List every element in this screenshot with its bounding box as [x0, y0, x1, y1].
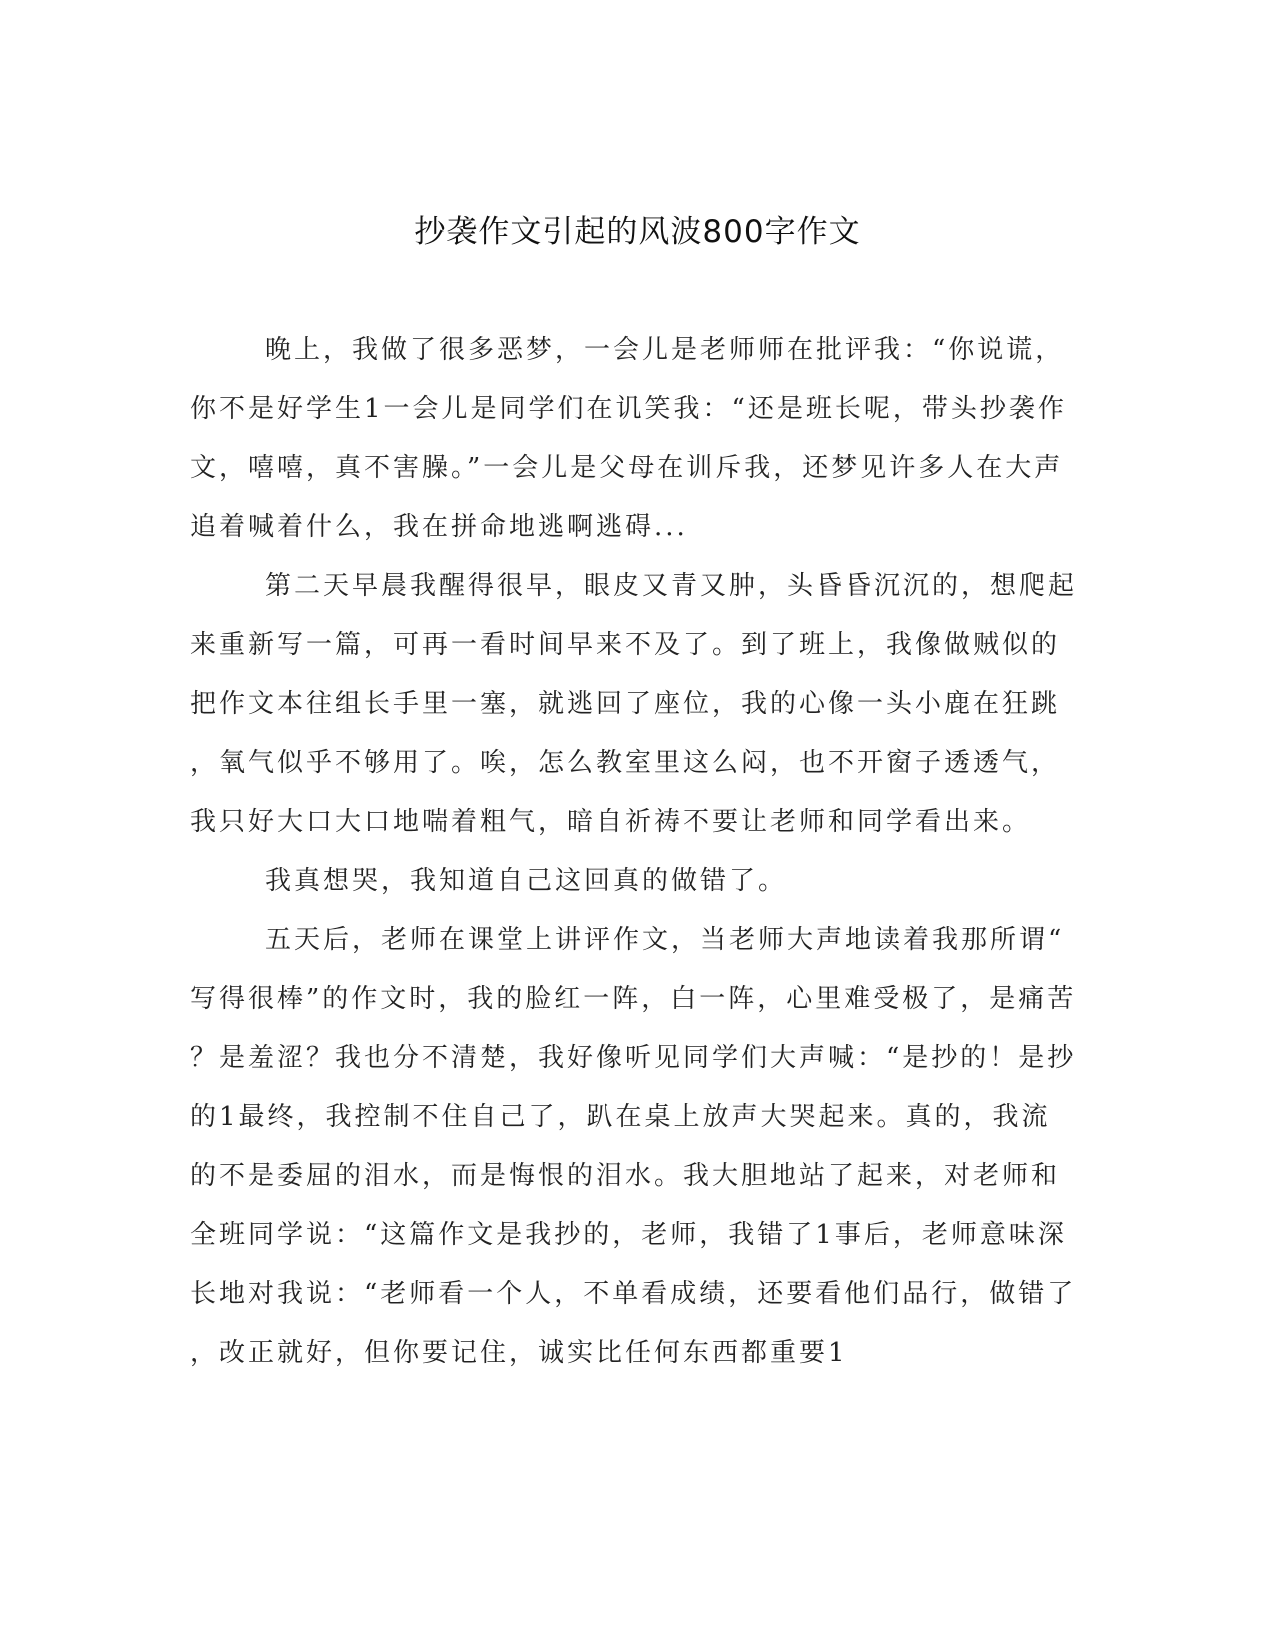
paragraph-1-line-3: 文，嘻嘻，真不害臊。”一会儿是父母在训斥我，还梦见许多人在大声 — [190, 453, 1064, 483]
paragraph-4-line-3: ？是羞涩？我也分不清楚，我好像听见同学们大声喊：“是抄的！是抄 — [190, 1043, 1077, 1073]
paragraph-2-line-4: ，氧气似乎不够用了。唉，怎么教室里这么闷，也不开窗子透透气， — [190, 748, 1061, 778]
document-title: 抄袭作文引起的风波800字作文 — [414, 214, 861, 250]
paragraph-1-line-1: 晚上，我做了很多恶梦，一会儿是老师师在批评我：“你说谎， — [265, 335, 1065, 365]
paragraph-1-line-2: 你不是好学生1一会儿是同学们在讥笑我：“还是班长呢，带头抄袭作 — [190, 394, 1067, 424]
paragraph-2-line-3: 把作文本往组长手里一塞，就逃回了座位，我的心像一头小鹿在狂跳 — [190, 689, 1061, 719]
paragraph-4-line-2: 写得很棒”的作文时，我的脸红一阵，白一阵，心里难受极了，是痛苦 — [190, 984, 1077, 1014]
paragraph-4-line-6: 全班同学说：“这篇作文是我抄的，老师，我错了1事后，老师意味深 — [190, 1220, 1067, 1250]
paragraph-4-line-5: 的不是委屈的泪水，而是悔恨的泪水。我大胆地站了起来，对老师和 — [190, 1161, 1061, 1191]
paragraph-1-line-4: 追着喊着什么，我在拼命地逃啊逃碍... — [190, 512, 688, 542]
paragraph-3-line-1: 我真想哭，我知道自己这回真的做错了。 — [265, 866, 788, 896]
paragraph-4-line-1: 五天后，老师在课堂上讲评作文，当老师大声地读着我那所谓“ — [265, 925, 1065, 955]
paragraph-2-line-2: 来重新写一篇，可再一看时间早来不及了。到了班上，我像做贼似的 — [190, 630, 1061, 660]
paragraph-2-line-1: 第二天早晨我醒得很早，眼皮又青又肿，头昏昏沉沉的，想爬起 — [265, 571, 1078, 601]
paragraph-4-line-7: 长地对我说：“老师看一个人，不单看成绩，还要看他们品行，做错了 — [190, 1279, 1077, 1309]
paragraph-4-line-8: ，改正就好，但你要记住，诚实比任何东西都重要1 — [190, 1338, 848, 1368]
paragraph-4-line-4: 的1最终，我控制不住自己了，趴在桌上放声大哭起来。真的，我流 — [190, 1102, 1051, 1132]
paragraph-2-line-5: 我只好大口大口地喘着粗气，暗自祈祷不要让老师和同学看出来。 — [190, 807, 1032, 837]
